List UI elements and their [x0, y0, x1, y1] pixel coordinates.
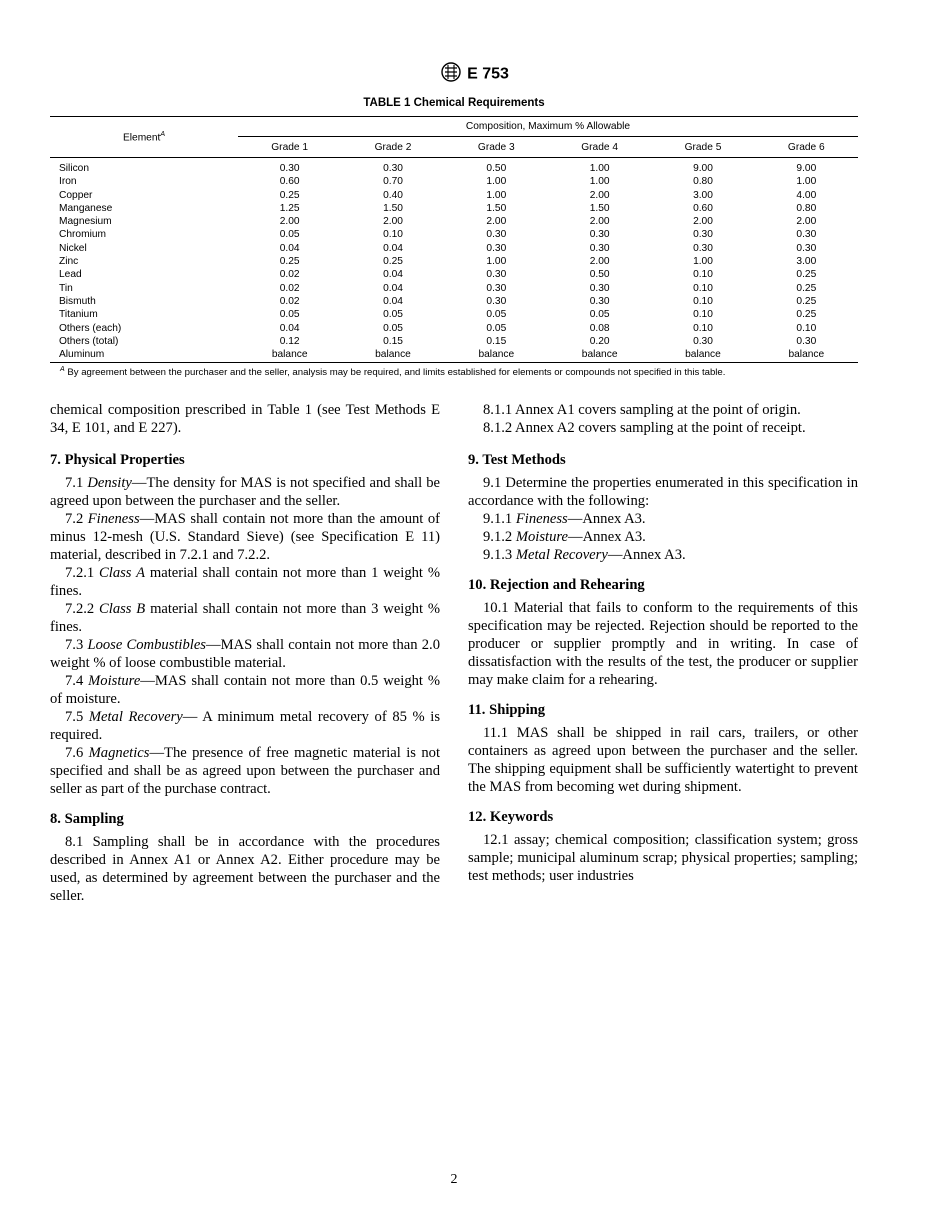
table-row — [50, 348, 858, 363]
element-name-cell: Titanium — [59, 309, 98, 321]
value-cell: 0.25 — [796, 309, 817, 321]
para-7-2: 7.2 Fineness—MAS shall contain not more than the amount of minus 12-mesh (U.S. Standard Sieve) (see Specification E 11) material, described in 7.2.1 and 7.2.2. — [50, 511, 441, 563]
table-row — [50, 255, 858, 268]
value-cell: balance — [238, 348, 341, 363]
value-cell: 0.30 — [486, 229, 507, 241]
value-cell: 3.00 — [796, 256, 817, 268]
value-cell: 2.00 — [589, 216, 610, 228]
value-cell: 0.60 — [693, 202, 713, 214]
element-name-cell: Tin — [59, 282, 73, 294]
section-9-heading: 9. Test Methods — [468, 452, 566, 468]
para-9-1-3: 9.1.3 Metal Recovery—Annex A3. — [483, 547, 686, 563]
value-cell: balance — [548, 348, 651, 363]
value-cell: 0.10 — [693, 295, 713, 307]
table-row — [50, 202, 858, 215]
grade-column-header: Grade 1 — [238, 137, 341, 158]
element-name-cell: Magnesium — [59, 216, 112, 228]
para-11-1: 11.1 MAS shall be shipped in rail cars, trailers, or other containers as agreed upon between the purchaser and the seller. The shipping equipment shall be sufficiently watertight to prevent the MAS from becoming wet during shipment. — [468, 725, 858, 795]
value-cell: 1.00 — [589, 163, 610, 174]
value-cell: 9.00 — [796, 163, 817, 174]
table-row — [50, 295, 858, 308]
value-cell: 0.50 — [589, 269, 610, 281]
value-cell: 0.30 — [693, 335, 713, 347]
value-cell: 0.25 — [796, 282, 817, 294]
value-cell: 0.25 — [383, 256, 403, 268]
para-8-1-2: 8.1.2 Annex A2 covers sampling at the point of receipt. — [483, 420, 806, 436]
element-name-cell: Others (total) — [59, 335, 119, 347]
value-cell: 1.50 — [383, 202, 403, 214]
value-cell: 0.30 — [693, 242, 713, 254]
value-cell: 0.05 — [383, 309, 403, 321]
composition-header: Composition, Maximum % Allowable — [238, 117, 858, 137]
para-7-3: 7.3 Loose Combustibles—MAS shall contain not more than 2.0 weight % of loose combustible material. — [50, 637, 440, 671]
element-column-header: Element$^A$ — [50, 117, 238, 158]
section-12-heading: 12. Keywords — [468, 809, 554, 825]
table-row — [50, 189, 858, 202]
section-10-heading: 10. Rejection and Rehearing — [468, 577, 645, 593]
table-row — [50, 215, 858, 228]
value-cell: balance — [341, 348, 444, 363]
grade-column-header: Grade 2 — [341, 137, 444, 158]
value-cell: 0.05 — [279, 309, 300, 321]
left-column — [50, 401, 440, 905]
value-cell: balance — [445, 348, 548, 363]
value-cell: 0.12 — [279, 335, 300, 347]
value-cell: 2.00 — [279, 216, 300, 228]
value-cell: 0.30 — [693, 229, 713, 241]
element-name-cell: Lead — [59, 269, 82, 281]
table-row — [50, 158, 858, 176]
value-cell: 0.25 — [279, 256, 300, 268]
value-cell: 0.10 — [383, 229, 403, 241]
value-cell: 0.30 — [486, 295, 507, 307]
value-cell: 1.00 — [796, 176, 817, 188]
value-cell: 0.30 — [589, 229, 610, 241]
value-cell: 1.00 — [693, 256, 713, 268]
table-row — [50, 308, 858, 321]
element-name-cell: Aluminum — [50, 348, 238, 363]
para-8-1: 8.1 Sampling shall be in accordance with the procedures described in Annex A1 or Annex A2. Either procedure may be used, as determined by agreement between the purchaser and the seller. — [50, 834, 440, 904]
value-cell: 0.04 — [383, 242, 403, 254]
value-cell: 0.80 — [796, 202, 817, 214]
value-cell: 0.30 — [486, 269, 507, 281]
value-cell: 1.00 — [486, 256, 507, 268]
element-name-cell: Silicon — [59, 163, 90, 174]
value-cell: 1.00 — [589, 176, 610, 188]
value-cell: 0.25 — [796, 295, 817, 307]
value-cell: 0.50 — [486, 163, 507, 174]
para-8-1-1: 8.1.1 Annex A1 covers sampling at the point of origin. — [483, 402, 801, 418]
table-row — [50, 228, 858, 241]
element-name-cell: Others (each) — [59, 322, 122, 334]
para-12-1: 12.1 assay; chemical composition; classification system; gross sample; municipal aluminum scrap; physical properties; sampling; test methods; user industries — [468, 832, 858, 884]
para-10-1: 10.1 Material that fails to conform to the requirements of this specification may be rejected. Rejection should be reported to the producer or supplier promptly and in writing. In case of dissatisfaction with the results of the test, the producer or supplier may make claim for a rehearing. — [468, 600, 858, 688]
value-cell: 0.70 — [383, 176, 403, 188]
value-cell: 0.60 — [279, 176, 300, 188]
value-cell: 0.10 — [693, 322, 713, 334]
chemical-requirements-table — [50, 116, 858, 363]
value-cell: 1.00 — [486, 189, 507, 201]
value-cell: 0.30 — [486, 242, 507, 254]
value-cell: 0.05 — [486, 309, 507, 321]
para-9-1: 9.1 Determine the properties enumerated in this specification in accordance with the following: — [468, 475, 858, 509]
value-cell: 0.04 — [279, 322, 300, 334]
table-row — [50, 282, 858, 295]
document-number: E 753 — [467, 65, 509, 83]
value-cell: 2.00 — [589, 189, 610, 201]
para-7-2-2: 7.2.2 Class B material shall contain not more than 3 weight % fines. — [50, 601, 441, 635]
section-8-heading: 8. Sampling — [50, 811, 124, 827]
value-cell: 1.50 — [589, 202, 610, 214]
value-cell: 0.02 — [279, 269, 300, 281]
section-7-heading: 7. Physical Properties — [50, 452, 185, 468]
value-cell: 0.04 — [383, 282, 403, 294]
grade-column-header: Grade 3 — [445, 137, 548, 158]
table-row — [50, 335, 858, 348]
table-footnote: $^A$ By agreement between the purchaser and the seller, analysis may be required, and limits established for elements or compounds not specified in this table. — [60, 366, 726, 379]
element-name-cell: Copper — [59, 189, 93, 201]
para-7-1: 7.1 Density—The density for MAS is not specified and shall be agreed upon between the purchaser and the seller. — [50, 475, 441, 509]
table-row — [50, 242, 858, 255]
element-name-cell: Iron — [59, 176, 77, 188]
element-name-cell: Bismuth — [59, 295, 96, 307]
value-cell: 0.80 — [693, 176, 713, 188]
value-cell: 0.20 — [589, 335, 610, 347]
value-cell: 2.00 — [589, 256, 610, 268]
table-row — [50, 268, 858, 281]
value-cell: 0.30 — [796, 335, 817, 347]
value-cell: 0.05 — [589, 309, 610, 321]
para-7-4: 7.4 Moisture—MAS shall contain not more than 0.5 weight % of moisture. — [50, 673, 441, 707]
value-cell: 0.02 — [279, 282, 300, 294]
value-cell: 0.30 — [796, 242, 817, 254]
para-7-2-1: 7.2.1 Class A material shall contain not more than 1 weight % fines. — [50, 565, 441, 599]
grade-column-header: Grade 6 — [755, 137, 858, 158]
value-cell: 0.05 — [383, 322, 403, 334]
value-cell: 0.30 — [279, 163, 300, 174]
value-cell: 0.30 — [383, 163, 403, 174]
table-row — [50, 322, 858, 335]
value-cell: 9.00 — [693, 163, 713, 174]
grade-column-header: Grade 4 — [548, 137, 651, 158]
value-cell: 0.10 — [693, 269, 713, 281]
value-cell: 0.30 — [589, 295, 610, 307]
value-cell: 0.04 — [383, 269, 403, 281]
value-cell: 1.50 — [486, 202, 507, 214]
element-name-cell: Chromium — [59, 229, 106, 241]
value-cell: 2.00 — [383, 216, 403, 228]
value-cell: 0.30 — [796, 229, 817, 241]
value-cell: 0.02 — [279, 295, 300, 307]
page-header — [0, 62, 950, 87]
element-name-cell: Zinc — [59, 256, 79, 268]
astm-logo-icon — [441, 62, 461, 87]
value-cell: 0.05 — [279, 229, 300, 241]
value-cell: 0.30 — [589, 242, 610, 254]
value-cell: 0.15 — [486, 335, 507, 347]
element-name-cell: Nickel — [59, 242, 87, 254]
value-cell: 0.08 — [589, 322, 610, 334]
section-11-heading: 11. Shipping — [468, 702, 546, 718]
value-cell: 2.00 — [796, 216, 817, 228]
para-9-1-1: 9.1.1 Fineness—Annex A3. — [483, 511, 646, 527]
value-cell: 3.00 — [693, 189, 713, 201]
value-cell: 0.30 — [486, 282, 507, 294]
value-cell: 0.10 — [796, 322, 817, 334]
value-cell: 2.00 — [693, 216, 713, 228]
table-row — [50, 175, 858, 188]
value-cell: 0.05 — [486, 322, 507, 334]
para-7-6: 7.6 Magnetics—The presence of free magnetic material is not specified and shall be as agreed upon between the purchaser and seller as part of the purchase contract. — [50, 745, 441, 797]
element-name-cell: Manganese — [59, 202, 113, 214]
value-cell: 0.10 — [693, 309, 713, 321]
grade-column-header: Grade 5 — [651, 137, 754, 158]
right-column — [468, 401, 858, 885]
value-cell: 0.15 — [383, 335, 403, 347]
table-title: TABLE 1 Chemical Requirements — [363, 97, 545, 109]
value-cell: 4.00 — [796, 189, 817, 201]
page-number: 2 — [450, 1172, 458, 1187]
value-cell: balance — [651, 348, 754, 363]
value-cell: 0.40 — [383, 189, 403, 201]
value-cell: 0.30 — [589, 282, 610, 294]
para-7-5: 7.5 Metal Recovery— A minimum metal recovery of 85 % is required. — [50, 709, 441, 743]
value-cell: balance — [755, 348, 858, 363]
value-cell: 2.00 — [486, 216, 507, 228]
value-cell: 0.25 — [796, 269, 817, 281]
value-cell: 0.25 — [279, 189, 300, 201]
value-cell: 1.25 — [279, 202, 300, 214]
value-cell: 1.00 — [486, 176, 507, 188]
value-cell: 0.04 — [383, 295, 403, 307]
value-cell: 0.10 — [693, 282, 713, 294]
para-9-1-2: 9.1.2 Moisture—Annex A3. — [483, 529, 646, 545]
intro-paragraph: chemical composition prescribed in Table 1 (see Test Methods E 34, E 101, and E 227). — [50, 402, 440, 436]
value-cell: 0.04 — [279, 242, 300, 254]
